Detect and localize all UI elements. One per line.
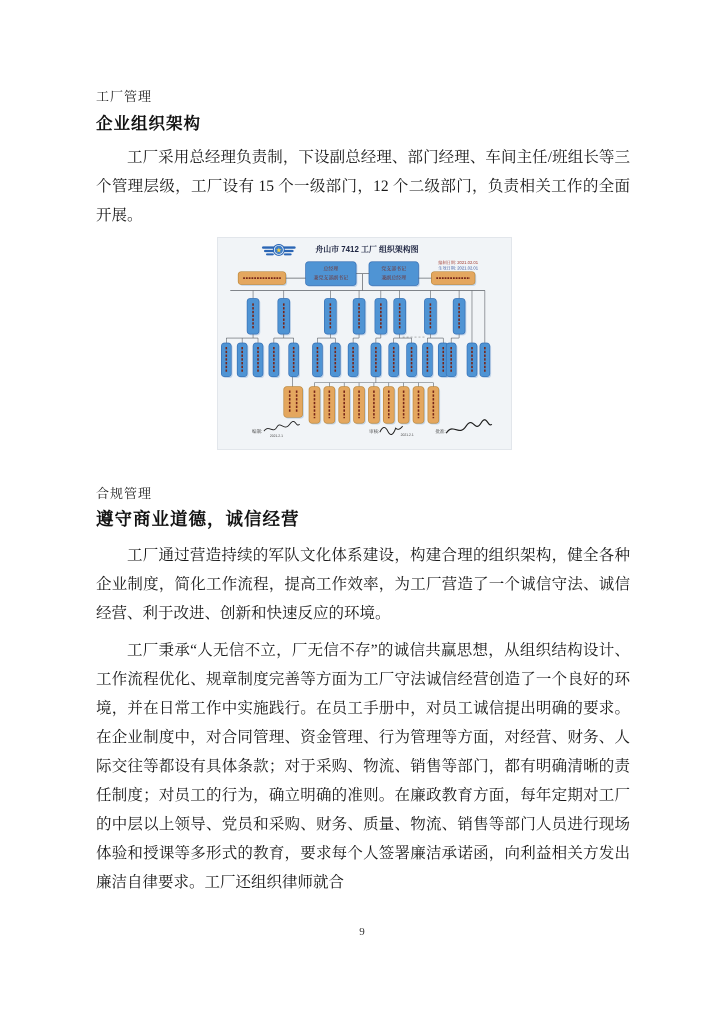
svg-text:生效日期: 2021.02.01: 生效日期: 2021.02.01 [438,265,479,271]
svg-text:2021.2.1: 2021.2.1 [269,434,283,439]
org-chart-image [217,237,512,450]
section1-paragraph [96,143,630,238]
paragraph-text: 工厂采用总经理负责制，下设副总经理、部门经理、车间主任/班组长等三个管理层级，工厂设有 15 个一级部门，12 个二级部门，负责相关工作的全面开展。 [96,149,630,224]
svg-text:★: ★ [275,247,282,255]
svg-text:总经理: 总经理 [323,267,339,273]
section1-kicker: 工厂管理 [96,89,153,104]
section1-heading: 企业组织架构 [96,114,201,133]
section2-heading: 遵守商业道德，诚信经营 [96,509,300,529]
svg-text:兼党支部副书记: 兼党支部副书记 [313,276,349,282]
svg-text:舟山市 7412 工厂 组织架构图: 舟山市 7412 工厂 组织架构图 [315,244,419,254]
section2-body [96,541,630,905]
svg-text:编制日期: 2021.02.01: 编制日期: 2021.02.01 [438,259,479,265]
section2-kicker: 合规管理 [96,486,153,501]
svg-text:编制:: 编制: [252,429,263,435]
svg-text:兼副总经理: 兼副总经理 [381,276,407,282]
page-number: 9 [359,926,365,938]
paragraph-text: 工厂通过营造持续的军队文化体系建设，构建合理的组织架构，健全各种企业制度，简化工作流程，提高工作效率，为工厂营造了一个诚信守法、诚信经营、利于改进、创新和快速反应的环境。 [96,547,630,622]
paragraph-text: 工厂秉承“人无信不立，厂无信不存”的诚信共赢思想，从组织结构设计、工作流程优化、规章制度完善等方面为工厂守法诚信经营创造了一个良好的环境，并在日常工作中实施践行。在员工手册中，对员工诚信提出明确的要求。在企业制度中，对合同管理、资金管理、行为管理等方面，对经营、财务、人际交往等都设有具体条款；对于采购、物流、销售等部门，都有明确清晰的责任制度；对员工的行为，确立明确的准则。在廉政教育方面，每年定期对工厂的中层以上领导、党员和采购、财务、质量、物流、销售等部门人员进行现场体验和授课等多形式的教育，要求每个人签署廉洁承诺函，向利益相关方发出廉洁自律要求。工厂还组织律师就合 [96,642,630,891]
org-chart-svg [218,238,511,449]
svg-text:2021.2.1: 2021.2.1 [400,433,414,438]
svg-text:党支部书记: 党支部书记 [381,267,407,273]
svg-text:审核:: 审核: [368,429,380,435]
svg-text:批准:: 批准: [435,429,446,435]
